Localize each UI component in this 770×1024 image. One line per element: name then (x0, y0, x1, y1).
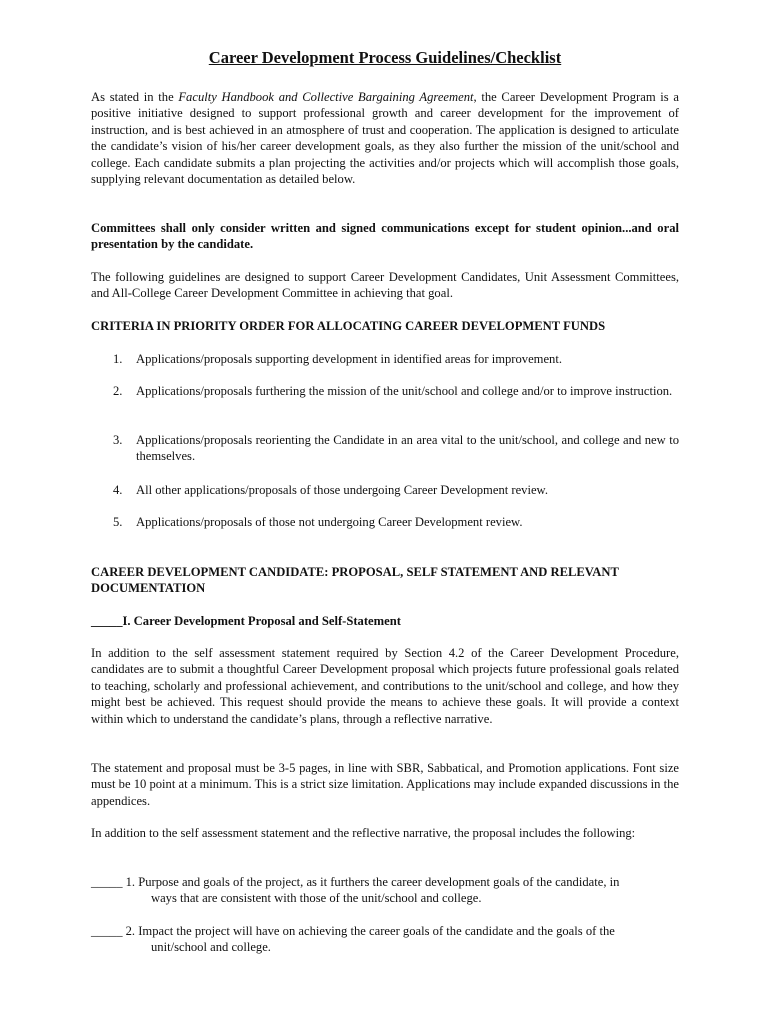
criteria-number: 1. (113, 352, 123, 366)
checklist-item-line2: unit/school and college. (151, 940, 271, 955)
intro-pre: As stated in the (91, 90, 179, 104)
self-assessment-paragraph: In addition to the self assessment statement required by Section 4.2 of the Career Development Procedure, candidates are to submit a thoughtful Career Development proposal which projects future professional goals related to teaching, scholarly and professional achievement, and contributions to the unit/school and college, and how they might best be achieved. This request should provide the means to achieve these goals. It will provide a context within which to understand the candidate’s plans, through a reflective narrative. (91, 646, 679, 726)
criteria-text: Applications/proposals reorienting the Candidate in an area vital to the unit/school, and college and new to themselves. (136, 433, 679, 464)
checklist-item (91, 923, 679, 956)
criteria-text: Applications/proposals of those not undergoing Career Development review. (136, 515, 523, 529)
guidelines-paragraph: The following guidelines are designed to support Career Development Candidates, Unit Assessment Committees, and All-College Career Development Committee in achieving that goal. (91, 270, 679, 301)
criteria-item (113, 383, 679, 399)
criteria-item (113, 482, 679, 498)
criteria-number: 2. (113, 384, 123, 398)
criteria-text: All other applications/proposals of those undergoing Career Development review. (136, 483, 548, 497)
intro-italic: Faculty Handbook and Collective Bargaining Agreement (178, 90, 474, 104)
criteria-number: 4. (113, 483, 123, 497)
intro-post: , the Career Development Program is a positive initiative designed to support professional growth and career development for the improvement of instruction, and is best achieved in an atmosphere of trust and cooperation. The application is designed to articulate the candidate’s vision of his/her career development goals, as they also further the mission of the unit/school and college. Each candidate submits a plan projecting the activities and/or projects which will accomplish those goals, supplying relevant documentation as detailed below. (91, 90, 679, 187)
criteria-text: Applications/proposals furthering the mission of the unit/school and college and/or to improve instruction. (136, 384, 673, 398)
includes-paragraph: In addition to the self assessment statement and the reflective narrative, the proposal includes the following: (91, 826, 636, 840)
committees-note: Committees shall only consider written and signed communications except for student opinion...and oral presentation by the candidate. (91, 221, 679, 252)
criteria-number: 5. (113, 515, 123, 529)
checklist-item (91, 874, 679, 907)
criteria-text: Applications/proposals supporting development in identified areas for improvement. (136, 352, 562, 366)
checklist-item-line2: ways that are consistent with those of the unit/school and college. (151, 891, 482, 906)
candidate-heading: CAREER DEVELOPMENT CANDIDATE: PROPOSAL, SELF STATEMENT AND RELEVANT DOCUMENTATION (91, 565, 619, 596)
criteria-item (113, 432, 679, 465)
statement-length-paragraph: The statement and proposal must be 3-5 pages, in line with SBR, Sabbatical, and Promotion applications. Font size must be 10 point at a minimum. This is a strict size limitation. Applications may include expanded discussions in the appendices. (91, 761, 679, 808)
page-title: Career Development Process Guidelines/Checklist (208, 48, 562, 67)
checklist-item-line1: _____ 2. Impact the project will have on achieving the career goals of the candidate and the goals of the (91, 924, 615, 938)
criteria-item (113, 351, 679, 367)
checklist-item-line1: _____ 1. Purpose and goals of the project, as it furthers the career development goals of the candidate, in (91, 875, 620, 889)
criteria-item (113, 514, 679, 530)
section1-heading: _____I. Career Development Proposal and Self-Statement (91, 614, 401, 628)
intro-paragraph (91, 89, 679, 187)
criteria-heading: CRITERIA IN PRIORITY ORDER FOR ALLOCATING CAREER DEVELOPMENT FUNDS (91, 319, 606, 333)
criteria-number: 3. (113, 433, 123, 447)
